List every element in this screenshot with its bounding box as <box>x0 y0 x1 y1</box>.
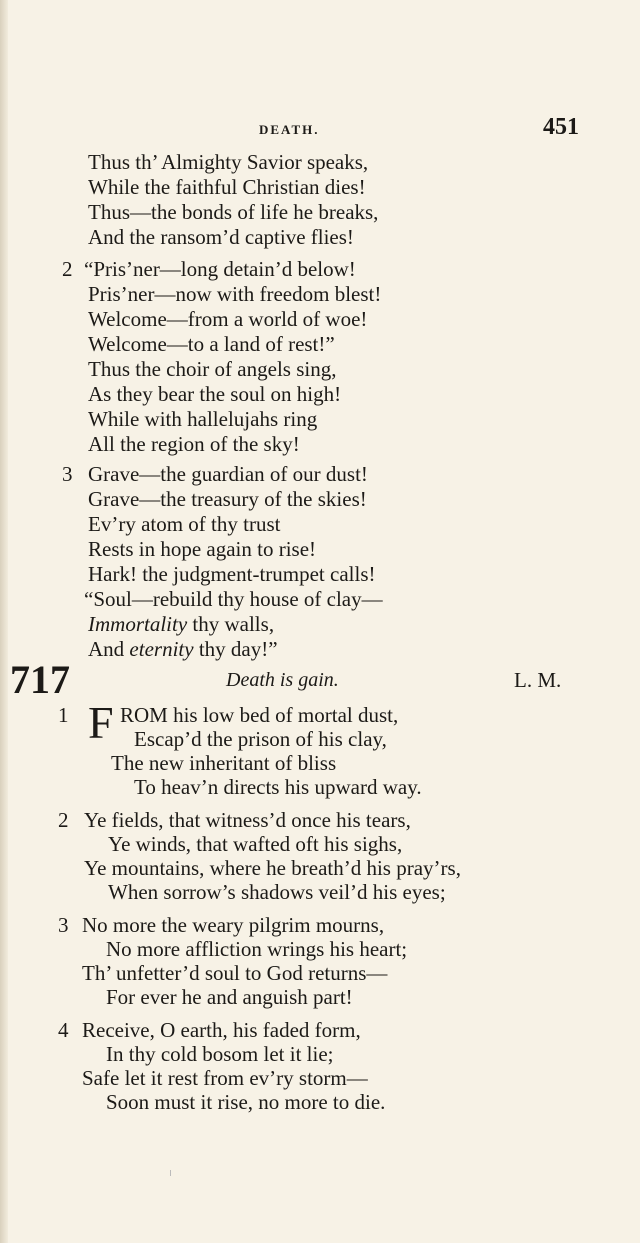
verse-line: Pris’ner—now with freedom blest! <box>88 282 382 306</box>
italic-word: eternity <box>129 637 194 661</box>
verse-line: Ye mountains, where he breath’d his pray’rs, <box>84 856 461 880</box>
verse-line-text: thy day!” <box>198 637 278 661</box>
page-number: 451 <box>543 114 579 140</box>
page-gutter-shadow <box>0 0 8 1243</box>
verse-line: Hark! the judgment-trumpet calls! <box>88 562 376 586</box>
hymn-meter: L. M. <box>514 668 562 692</box>
italic-word: Immortality <box>88 612 188 636</box>
verse-line: When sorrow’s shadows veil’d his eyes; <box>108 880 446 904</box>
verse-line: Ev’ry atom of thy trust <box>88 512 281 536</box>
page-header <box>0 114 640 144</box>
verse-line: Grave—the guardian of our dust! <box>88 462 368 486</box>
verse-line: Receive, O earth, his faded form, <box>82 1018 361 1042</box>
verse-line: And the ransom’d captive flies! <box>88 225 354 249</box>
verse-line: Safe let it rest from ev’ry storm— <box>82 1066 368 1090</box>
verse-number: 4 <box>58 1018 69 1042</box>
stanza-number: 2 <box>62 257 73 281</box>
verse-line: To heav’n directs his upward way. <box>134 775 422 799</box>
verse-line: In thy cold bosom let it lie; <box>106 1042 334 1066</box>
verse-number: 2 <box>58 808 69 832</box>
running-head: DEATH. <box>259 122 320 137</box>
verse-line: As they bear the soul on high! <box>88 382 342 406</box>
stanza-number: 3 <box>62 462 73 486</box>
verse-line-text: thy walls, <box>192 612 275 636</box>
verse-line: Ye winds, that wafted oft his sighs, <box>108 832 403 856</box>
verse-line: Th’ unfetter’d soul to God returns— <box>82 961 388 985</box>
verse-line <box>88 612 274 636</box>
verse-number: 3 <box>58 913 69 937</box>
verse-line: Soon must it rise, no more to die. <box>106 1090 386 1114</box>
verse-line: The new inheritant of bliss <box>111 751 337 775</box>
verse-line: “Soul—rebuild thy house of clay— <box>84 587 383 611</box>
verse-line: For ever he and anguish part! <box>106 985 353 1009</box>
verse-line: Grave—the treasury of the skies! <box>88 487 367 511</box>
hymn-number: 717 <box>10 657 70 702</box>
verse-line: No more affliction wrings his heart; <box>106 937 408 961</box>
verse-line <box>88 637 278 661</box>
verse-line: While the faithful Christian dies! <box>88 175 366 199</box>
verse-line: Escap’d the prison of his clay, <box>134 727 387 751</box>
verse-line: Rests in hope again to rise! <box>88 537 317 561</box>
verse-number: 1 <box>58 703 69 727</box>
verse-line: ROM his low bed of mortal dust, <box>120 703 399 727</box>
verse-line-text: And <box>88 637 125 661</box>
verse-line: Ye fields, that witness’d once his tears, <box>84 808 411 832</box>
verse-line: Welcome—from a world of woe! <box>88 307 368 331</box>
verse-line: “Pris’ner—long detain’d below! <box>84 257 356 281</box>
hymn-title: Death is gain. <box>226 669 339 691</box>
print-mark <box>170 1170 171 1176</box>
verse-line: Thus th’ Almighty Savior speaks, <box>88 150 369 174</box>
verse-line: While with hallelujahs ring <box>88 407 318 431</box>
verse-line: Welcome—to a land of rest!” <box>88 332 335 356</box>
verse-line: No more the weary pilgrim mourns, <box>82 913 385 937</box>
verse-line: Thus the choir of angels sing, <box>88 357 337 381</box>
verse-line: All the region of the sky! <box>88 432 300 456</box>
verse-line: Thus—the bonds of life he breaks, <box>88 200 379 224</box>
drop-cap: F <box>88 697 114 748</box>
